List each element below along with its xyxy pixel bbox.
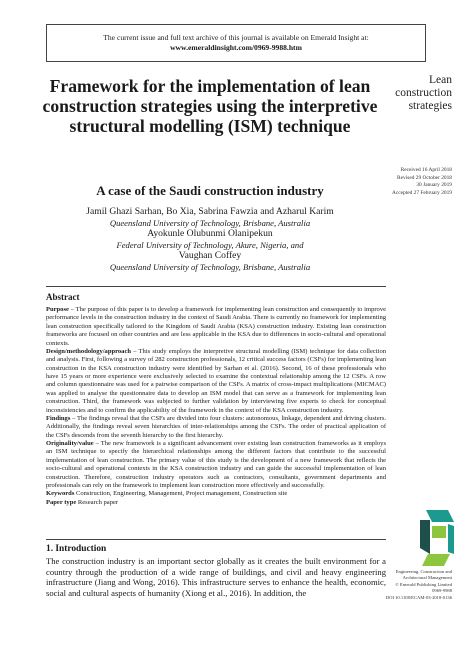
abstract-keywords: Keywords Construction, Engineering, Management, Project management, Construction site (46, 490, 288, 498)
journal-title-line: strategies (408, 100, 452, 113)
received-date: Received 16 April 2018 (400, 167, 452, 173)
pub-journal-line: Architectural Management (402, 575, 452, 581)
author-affiliation: Queensland University of Technology, Brisbane, Australia (109, 262, 311, 273)
revised-date: Revised 29 October 2018 (397, 174, 452, 181)
author-line: Vaughan Coffey (178, 250, 242, 262)
logo-shape-inner (432, 526, 446, 538)
logo-shape-bottom (422, 554, 450, 566)
pub-doi: DOI 10.1108/ECAM-03-2018-0136 (385, 594, 452, 600)
introduction-heading: 1. Introduction (46, 544, 107, 554)
abstract-purpose: Purpose – The purpose of this paper is to develop a framework for implementing lean construction and consequently to improve performance levels in the construction industry in the context of Saudi Arabia. There is currently no framework for implementing lean construction specifically tailored to the Kingdom of Saudi Arabia (KSA) construction industry. Existing lean construction frameworks are focused on other countries and are less applicable in the KSA due to differences in socio-cultural and operational contexts. (46, 306, 386, 347)
author-block (40, 206, 380, 273)
journal-access-notice (46, 24, 426, 62)
abstract-findings: Findings – The findings reveal that the CSFs are divided into four clusters: autonomous, linkage, dependent and driving clusters. Additionally, the findings reveal seven hierarchies of inter-relationships among the CSFs. The order of practical application of the CSFs descends from the seventh hierarchy to the first hierarchy. (46, 414, 386, 439)
abstract-divider-top (46, 286, 386, 287)
author-affiliation: Queensland University of Technology, Brisbane, Australia (109, 217, 311, 228)
revised-date-2: 30 January 2019 (416, 182, 452, 189)
pub-copyright: © Emerald Publishing Limited (395, 581, 452, 587)
logo-shape-right (448, 524, 454, 554)
author-line: Ayokunle Olubunmi Olanipekun (147, 228, 273, 240)
accepted-date: Accepted 27 February 2019 (391, 189, 452, 196)
pub-issn: 0969-9988 (432, 588, 452, 594)
introduction-text (46, 556, 386, 599)
journal-url-link[interactable]: www.emeraldinsight.com/0969-9988.htm (170, 43, 302, 53)
author-affiliation: Federal University of Technology, Akure, Nigeria, and (116, 239, 304, 250)
introduction-paragraph: The construction industry is an important sector globally as it creates the built environment for a country through the production of a wide range of buildings, and civil and heavy engineering infrastructure (Jiang and Wong, 2016). This infrastructure serves to enhance the health, economic, social and cultural aspects of humanity (Xiong et al., 2016). In addition, the (46, 556, 386, 598)
abstract-body (46, 306, 386, 507)
pub-journal-line: Engineering, Construction and (395, 569, 452, 574)
paper-subtitle: A case of the Saudi construction industry (96, 183, 324, 198)
paper-title: Framework for the implementation of lean construction strategies using the interpretive structural modelling (ISM) technique (42, 76, 378, 136)
publication-info (352, 569, 452, 601)
logo-shape-left (420, 520, 430, 554)
publisher-logo (420, 508, 454, 568)
logo-shape-top (426, 510, 454, 522)
journal-title-line: Lean (429, 74, 452, 86)
abstract-heading: Abstract (46, 292, 80, 302)
author-line: Jamil Ghazi Sarhan, Bo Xia, Sabrina Fawzia and Azharul Karim (86, 206, 334, 217)
abstract-originality: Originality/value – The new framework is a significant advancement over existing lean construction frameworks as it employs an ISM technique to specify the hierarchical relationships among the different factors that contribute to the successful implementation of lean construction. The primary value of this study is the development of a new framework that reflects the socio-cultural and operational contexts in the KSA construction industry and can guide the successful implementation of lean construction. Therefore, construction industry operators such as contractors, consultants, government departments and professionals can rely on the framework to implement lean construction more effectively and successfully. (46, 440, 386, 489)
access-notice-text: The current issue and full text archive of this journal is available on Emerald Insight at: (103, 33, 369, 42)
journal-title-line: construction (395, 87, 452, 100)
abstract-design: Design/methodology/approach – This study employs the interpretive structural modelling (ISM) technique for data collection and analysis. First, following a survey of 282 construction professionals, 12 critical success factors (CSFs) for implementing lean construction in the KSA construction industry were identified by Sarhan et al. (2016). Second, 16 of these professionals who have 15 years or more experience were exclusively selected to examine the contextual relationship among the 12 CSFs. A row and column questionnaire was used for a pairwise comparison of the CSFs. A matrix of cross-impact multiplications (MICMAC) was applied to analyse the questionnaire data to develop an ISM model that can serve as a framework for implementing lean construction. Third, the framework was subjected to further validation by interviewing five experts to check for conceptual inconsistencies and to confirm the applicability of the framework in the context of the KSA construction industry. (46, 347, 386, 414)
abstract-paper-type: Paper type Research paper (46, 498, 119, 506)
abstract-divider-bottom (46, 539, 386, 540)
